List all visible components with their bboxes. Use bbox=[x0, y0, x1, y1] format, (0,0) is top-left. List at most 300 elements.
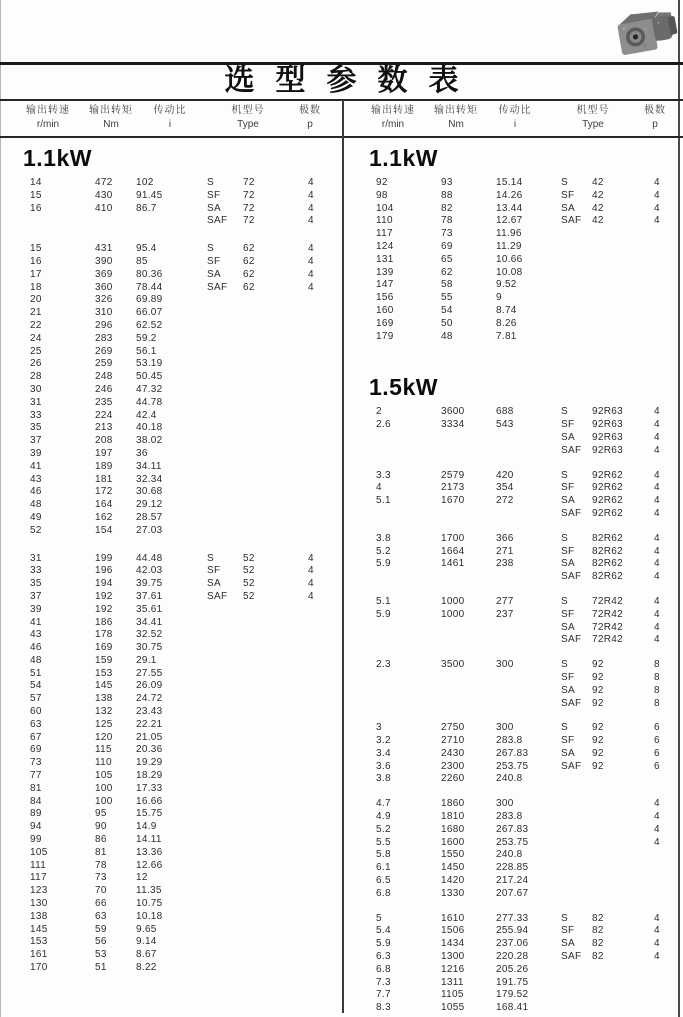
table-row bbox=[0, 358, 340, 371]
table-row bbox=[346, 596, 680, 609]
cell-speed: 46 bbox=[30, 486, 42, 498]
cell-ratio: 24.72 bbox=[136, 693, 163, 705]
table-row bbox=[346, 837, 680, 850]
cell-torque: 110 bbox=[95, 757, 112, 769]
cell-ratio: 34.11 bbox=[136, 460, 162, 472]
cell-ratio: 7.81 bbox=[496, 330, 517, 342]
cell-speed: 6.8 bbox=[376, 887, 391, 899]
cell-type-prefix: SF bbox=[207, 189, 221, 201]
cell-speed: 5.9 bbox=[376, 938, 391, 950]
table-row bbox=[0, 346, 340, 359]
cell-ratio: 19.29 bbox=[136, 757, 163, 769]
cell-speed: 20 bbox=[30, 294, 42, 306]
cell-torque: 70 bbox=[95, 885, 107, 897]
cell-poles: 4 bbox=[654, 419, 660, 431]
cell-torque: 54 bbox=[441, 304, 453, 316]
cell-type-size: 42 bbox=[592, 202, 604, 214]
cell-torque: 81 bbox=[95, 846, 107, 858]
cell-speed: 81 bbox=[30, 782, 42, 794]
cell-type-prefix: SF bbox=[561, 925, 575, 937]
table-row bbox=[0, 553, 340, 566]
cell-speed: 138 bbox=[30, 910, 48, 922]
cell-torque: 1434 bbox=[441, 938, 465, 950]
table-row bbox=[0, 732, 340, 745]
cell-poles: 4 bbox=[654, 558, 660, 570]
cell-speed: 5.2 bbox=[376, 823, 391, 835]
table-row bbox=[346, 609, 680, 622]
cell-type-prefix: SAF bbox=[561, 951, 582, 963]
cell-ratio: 44.48 bbox=[136, 552, 163, 564]
cell-type-size: 62 bbox=[243, 268, 255, 280]
cell-torque: 73 bbox=[441, 228, 453, 240]
cell-torque: 296 bbox=[95, 319, 113, 331]
table-row bbox=[346, 305, 680, 318]
table-block bbox=[346, 659, 680, 710]
cell-speed: 6.1 bbox=[376, 862, 391, 874]
table-row bbox=[346, 406, 680, 419]
table-block bbox=[346, 722, 680, 786]
cell-torque: 2579 bbox=[441, 469, 465, 481]
cell-ratio: 59.2 bbox=[136, 332, 157, 344]
cell-poles: 4 bbox=[308, 189, 314, 201]
cell-ratio: 17.33 bbox=[136, 782, 163, 794]
cell-type-size: 92 bbox=[592, 697, 604, 709]
cell-ratio: 207.67 bbox=[496, 887, 529, 899]
cell-ratio: 18.29 bbox=[136, 770, 163, 782]
cell-type-prefix: SA bbox=[561, 495, 575, 507]
cell-ratio: 28.57 bbox=[136, 511, 163, 523]
cell-torque: 1420 bbox=[441, 875, 465, 887]
cell-torque: 59 bbox=[95, 923, 107, 935]
cell-type-size: 42 bbox=[592, 215, 604, 227]
cell-speed: 28 bbox=[30, 371, 42, 383]
cell-type-prefix: SAF bbox=[207, 215, 228, 227]
cell-ratio: 8.26 bbox=[496, 317, 517, 329]
cell-ratio: 38.02 bbox=[136, 435, 163, 447]
table-row bbox=[0, 604, 340, 617]
cell-speed: 5.5 bbox=[376, 836, 391, 848]
table-row bbox=[0, 461, 340, 474]
table-row bbox=[0, 486, 340, 499]
cell-speed: 5 bbox=[376, 912, 382, 924]
cell-type-prefix: SF bbox=[561, 671, 575, 683]
cell-ratio: 15.75 bbox=[136, 808, 163, 820]
table-row bbox=[346, 824, 680, 837]
table-row bbox=[346, 203, 680, 216]
cell-poles: 4 bbox=[654, 951, 660, 963]
left-column bbox=[0, 145, 340, 990]
cell-ratio: 9.65 bbox=[136, 923, 157, 935]
cell-type-prefix: SAF bbox=[561, 571, 582, 583]
cell-torque: 1000 bbox=[441, 595, 465, 607]
table-row bbox=[346, 419, 680, 432]
column-header-label: 输出转矩 bbox=[89, 105, 133, 116]
table-block bbox=[346, 533, 680, 584]
power-section-heading: 1.1kW bbox=[23, 145, 92, 171]
table-row bbox=[346, 482, 680, 495]
cell-type-size: 82R62 bbox=[592, 545, 623, 557]
cell-type-size: 92R62 bbox=[592, 495, 623, 507]
table-row bbox=[0, 783, 340, 796]
cell-ratio: 271 bbox=[496, 545, 514, 557]
cell-speed: 130 bbox=[30, 898, 48, 910]
cell-type-prefix: SAF bbox=[561, 697, 582, 709]
right-column bbox=[346, 145, 680, 1017]
cell-speed: 3.8 bbox=[376, 532, 391, 544]
table-row bbox=[0, 796, 340, 809]
table-block bbox=[0, 243, 340, 537]
table-row bbox=[346, 622, 680, 635]
column-header-label: 传动比 bbox=[153, 105, 187, 116]
table-block bbox=[0, 177, 340, 228]
cell-poles: 4 bbox=[654, 571, 660, 583]
cell-speed: 124 bbox=[376, 240, 394, 252]
cell-speed: 41 bbox=[30, 616, 42, 628]
table-row bbox=[346, 849, 680, 862]
cell-type-prefix: S bbox=[561, 912, 568, 924]
table-row bbox=[0, 203, 340, 216]
column-divider-line bbox=[342, 100, 344, 1013]
cell-type-size: 92 bbox=[592, 760, 604, 772]
cell-torque: 410 bbox=[95, 202, 113, 214]
cell-torque: 1506 bbox=[441, 925, 465, 937]
cell-speed: 5.8 bbox=[376, 849, 391, 861]
cell-ratio: 283.8 bbox=[496, 735, 523, 747]
cell-poles: 4 bbox=[654, 495, 660, 507]
cell-poles: 4 bbox=[308, 255, 314, 267]
cell-speed: 41 bbox=[30, 460, 42, 472]
table-row bbox=[0, 565, 340, 578]
cell-type-prefix: SA bbox=[561, 621, 575, 633]
cell-ratio: 29.1 bbox=[136, 654, 157, 666]
column-header-label: 输出转速 bbox=[26, 105, 70, 116]
table-row bbox=[0, 668, 340, 681]
cell-torque: 186 bbox=[95, 616, 113, 628]
cell-ratio: 39.75 bbox=[136, 578, 163, 590]
cell-torque: 90 bbox=[95, 821, 107, 833]
column-header-unit: p bbox=[652, 119, 658, 130]
table-row bbox=[0, 924, 340, 937]
cell-ratio: 22.21 bbox=[136, 718, 163, 730]
cell-poles: 4 bbox=[654, 469, 660, 481]
cell-type-size: 92R63 bbox=[592, 406, 623, 418]
cell-ratio: 240.8 bbox=[496, 773, 523, 785]
cell-speed: 98 bbox=[376, 189, 388, 201]
cell-torque: 208 bbox=[95, 435, 113, 447]
table-row bbox=[346, 698, 680, 711]
table-row bbox=[0, 320, 340, 333]
cell-poles: 4 bbox=[308, 552, 314, 564]
cell-ratio: 354 bbox=[496, 482, 514, 494]
table-row bbox=[346, 228, 680, 241]
cell-ratio: 179.52 bbox=[496, 989, 529, 1001]
cell-poles: 4 bbox=[308, 565, 314, 577]
cell-ratio: 80.36 bbox=[136, 268, 163, 280]
cell-ratio: 47.32 bbox=[136, 383, 163, 395]
cell-ratio: 277 bbox=[496, 595, 514, 607]
cell-poles: 6 bbox=[654, 735, 660, 747]
column-header-label: 极数 bbox=[644, 105, 666, 116]
cell-ratio: 9 bbox=[496, 292, 502, 304]
table-row bbox=[0, 307, 340, 320]
cell-ratio: 30.75 bbox=[136, 642, 163, 654]
cell-torque: 3600 bbox=[441, 406, 465, 418]
cell-torque: 95 bbox=[95, 808, 107, 820]
cell-torque: 88 bbox=[441, 189, 453, 201]
table-row bbox=[346, 659, 680, 672]
cell-torque: 69 bbox=[441, 240, 453, 252]
cell-ratio: 253.75 bbox=[496, 836, 529, 848]
cell-speed: 3.6 bbox=[376, 760, 391, 772]
cell-type-prefix: S bbox=[561, 595, 568, 607]
cell-type-prefix: SA bbox=[561, 431, 575, 443]
cell-poles: 4 bbox=[308, 177, 314, 188]
cell-torque: 178 bbox=[95, 629, 113, 641]
cell-ratio: 95.4 bbox=[136, 243, 157, 255]
cell-speed: 57 bbox=[30, 693, 42, 705]
cell-poles: 4 bbox=[654, 482, 660, 494]
cell-speed: 48 bbox=[30, 654, 42, 666]
column-header-label: 机型号 bbox=[576, 105, 610, 116]
table-row bbox=[346, 722, 680, 735]
cell-type-prefix: SA bbox=[207, 268, 221, 280]
cell-type-prefix: S bbox=[561, 722, 568, 734]
cell-ratio: 40.18 bbox=[136, 422, 163, 434]
cell-speed: 3.3 bbox=[376, 469, 391, 481]
cell-ratio: 11.29 bbox=[496, 240, 522, 252]
table-row bbox=[346, 1002, 680, 1015]
table-row bbox=[0, 243, 340, 256]
cell-ratio: 220.28 bbox=[496, 951, 529, 963]
cell-torque: 53 bbox=[95, 949, 107, 961]
cell-speed: 5.1 bbox=[376, 495, 391, 507]
cell-torque: 1550 bbox=[441, 849, 465, 861]
cell-poles: 4 bbox=[654, 798, 660, 810]
cell-ratio: 91.45 bbox=[136, 189, 163, 201]
cell-torque: 153 bbox=[95, 667, 113, 679]
cell-ratio: 14.9 bbox=[136, 821, 157, 833]
cell-type-prefix: SA bbox=[207, 578, 221, 590]
cell-ratio: 8.67 bbox=[136, 949, 157, 961]
cell-speed: 153 bbox=[30, 936, 48, 948]
table-row bbox=[0, 936, 340, 949]
cell-ratio: 9.14 bbox=[136, 936, 157, 948]
table-row bbox=[346, 546, 680, 559]
cell-ratio: 26.09 bbox=[136, 680, 163, 692]
column-header-unit: Nm bbox=[103, 119, 119, 130]
table-row bbox=[0, 911, 340, 924]
cell-speed: 67 bbox=[30, 731, 42, 743]
cell-type-size: 82 bbox=[592, 938, 604, 950]
cell-ratio: 237 bbox=[496, 608, 514, 620]
cell-torque: 192 bbox=[95, 590, 113, 602]
cell-torque: 1300 bbox=[441, 951, 465, 963]
table-row bbox=[346, 470, 680, 483]
table-row bbox=[0, 371, 340, 384]
table-row bbox=[346, 913, 680, 926]
table-row bbox=[346, 811, 680, 824]
cell-speed: 77 bbox=[30, 770, 42, 782]
cell-torque: 196 bbox=[95, 565, 113, 577]
cell-torque: 248 bbox=[95, 371, 113, 383]
cell-torque: 1810 bbox=[441, 811, 465, 823]
cell-torque: 2430 bbox=[441, 747, 465, 759]
power-section-heading: 1.5kW bbox=[369, 374, 438, 401]
cell-poles: 8 bbox=[654, 671, 660, 683]
cell-speed: 5.1 bbox=[376, 595, 391, 607]
cell-speed: 39 bbox=[30, 603, 42, 615]
cell-speed: 49 bbox=[30, 511, 42, 523]
cell-ratio: 13.44 bbox=[496, 202, 523, 214]
column-header-label: 输出转速 bbox=[371, 105, 415, 116]
cell-speed: 3 bbox=[376, 722, 382, 734]
cell-torque: 159 bbox=[95, 654, 113, 666]
cell-ratio: 10.75 bbox=[136, 898, 163, 910]
table-row bbox=[0, 177, 340, 190]
cell-torque: 1450 bbox=[441, 862, 465, 874]
cell-poles: 4 bbox=[654, 177, 660, 188]
table-row bbox=[0, 190, 340, 203]
cell-speed: 6.3 bbox=[376, 951, 391, 963]
cell-ratio: 253.75 bbox=[496, 760, 529, 772]
table-block bbox=[346, 177, 680, 343]
cell-ratio: 32.52 bbox=[136, 629, 163, 641]
table-row bbox=[346, 190, 680, 203]
table-row bbox=[0, 898, 340, 911]
table-row bbox=[0, 872, 340, 885]
cell-type-size: 72R42 bbox=[592, 608, 623, 620]
cell-torque: 63 bbox=[95, 910, 107, 922]
table-row bbox=[0, 525, 340, 538]
cell-type-prefix: S bbox=[561, 469, 568, 481]
table-row bbox=[0, 744, 340, 757]
cell-poles: 4 bbox=[654, 545, 660, 557]
cell-ratio: 12.67 bbox=[496, 215, 523, 227]
cell-torque: 164 bbox=[95, 499, 113, 511]
cell-speed: 5.4 bbox=[376, 925, 391, 937]
cell-poles: 4 bbox=[654, 431, 660, 443]
cell-speed: 30 bbox=[30, 383, 42, 395]
cell-type-size: 92 bbox=[592, 735, 604, 747]
cell-type-size: 92 bbox=[592, 747, 604, 759]
cell-speed: 5.9 bbox=[376, 558, 391, 570]
cell-torque: 269 bbox=[95, 345, 113, 357]
cell-type-prefix: SA bbox=[561, 558, 575, 570]
table-block bbox=[346, 406, 680, 457]
table-row bbox=[346, 331, 680, 344]
cell-poles: 4 bbox=[654, 938, 660, 950]
cell-speed: 14 bbox=[30, 177, 42, 188]
cell-speed: 104 bbox=[376, 202, 394, 214]
table-block bbox=[0, 553, 340, 975]
table-row bbox=[346, 177, 680, 190]
cell-speed: 21 bbox=[30, 307, 42, 319]
table-row bbox=[0, 629, 340, 642]
cell-type-size: 82 bbox=[592, 925, 604, 937]
cell-type-prefix: SF bbox=[207, 565, 221, 577]
cell-speed: 35 bbox=[30, 422, 42, 434]
cell-ratio: 205.26 bbox=[496, 963, 529, 975]
cell-speed: 131 bbox=[376, 253, 394, 265]
cell-ratio: 13.36 bbox=[136, 846, 163, 858]
cell-ratio: 85 bbox=[136, 255, 148, 267]
cell-speed: 5.9 bbox=[376, 608, 391, 620]
cell-speed: 26 bbox=[30, 358, 42, 370]
cell-type-size: 92R62 bbox=[592, 469, 623, 481]
cell-ratio: 29.12 bbox=[136, 499, 163, 511]
table-row bbox=[346, 951, 680, 964]
cell-poles: 4 bbox=[654, 925, 660, 937]
table-row bbox=[346, 773, 680, 786]
cell-poles: 4 bbox=[654, 406, 660, 418]
cell-type-prefix: SA bbox=[561, 938, 575, 950]
cell-poles: 6 bbox=[654, 760, 660, 772]
cell-speed: 99 bbox=[30, 834, 42, 846]
header-group-right bbox=[345, 103, 683, 135]
table-row bbox=[346, 533, 680, 546]
cell-ratio: 543 bbox=[496, 419, 514, 431]
table-row bbox=[0, 269, 340, 282]
cell-speed: 5.2 bbox=[376, 545, 391, 557]
cell-torque: 125 bbox=[95, 718, 113, 730]
cell-speed: 7.7 bbox=[376, 989, 391, 1001]
cell-poles: 4 bbox=[654, 202, 660, 214]
cell-poles: 4 bbox=[308, 281, 314, 293]
cell-torque: 169 bbox=[95, 642, 113, 654]
cell-ratio: 36 bbox=[136, 447, 148, 459]
cell-torque: 1600 bbox=[441, 836, 465, 848]
cell-ratio: 62.52 bbox=[136, 319, 163, 331]
cell-ratio: 34.41 bbox=[136, 616, 163, 628]
cell-poles: 4 bbox=[654, 189, 660, 201]
cell-type-prefix: SAF bbox=[207, 281, 228, 293]
cell-type-prefix: SAF bbox=[561, 507, 582, 519]
table-row bbox=[0, 333, 340, 346]
cell-ratio: 56.1 bbox=[136, 345, 157, 357]
table-row bbox=[0, 719, 340, 732]
cell-torque: 1105 bbox=[441, 989, 464, 1001]
cell-type-prefix: S bbox=[207, 243, 214, 255]
cell-type-prefix: SAF bbox=[561, 444, 582, 456]
table-row bbox=[346, 685, 680, 698]
cell-torque: 73 bbox=[95, 872, 107, 884]
cell-speed: 7.3 bbox=[376, 976, 391, 988]
cell-torque: 172 bbox=[95, 486, 113, 498]
cell-type-prefix: SA bbox=[561, 202, 575, 214]
cell-torque: 1610 bbox=[441, 912, 465, 924]
cell-ratio: 30.68 bbox=[136, 486, 163, 498]
cell-torque: 192 bbox=[95, 603, 113, 615]
cell-speed: 63 bbox=[30, 718, 42, 730]
cell-poles: 4 bbox=[654, 215, 660, 227]
cell-poles: 4 bbox=[654, 836, 660, 848]
column-header-unit: i bbox=[168, 119, 172, 130]
cell-ratio: 23.43 bbox=[136, 706, 163, 718]
column-header-unit: r/min bbox=[381, 119, 405, 130]
cell-poles: 4 bbox=[654, 507, 660, 519]
cell-speed: 46 bbox=[30, 642, 42, 654]
column-header-label: 机型号 bbox=[231, 105, 265, 116]
cell-poles: 6 bbox=[654, 747, 660, 759]
cell-speed: 35 bbox=[30, 578, 42, 590]
table-row bbox=[0, 770, 340, 783]
cell-torque: 189 bbox=[95, 460, 113, 472]
cell-speed: 84 bbox=[30, 795, 42, 807]
cell-torque: 326 bbox=[95, 294, 113, 306]
table-block bbox=[346, 798, 680, 900]
cell-speed: 17 bbox=[30, 268, 42, 280]
cell-speed: 52 bbox=[30, 524, 42, 536]
